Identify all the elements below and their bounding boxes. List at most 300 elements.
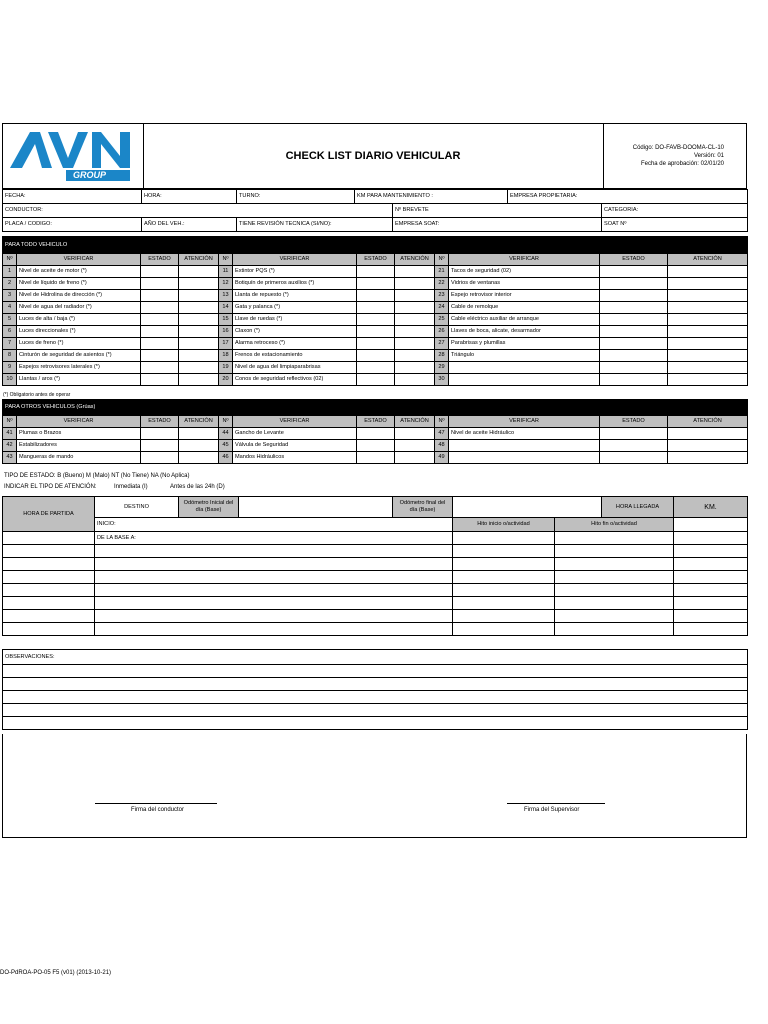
atencion-cell[interactable] xyxy=(395,452,435,464)
atencion-cell[interactable] xyxy=(179,374,219,386)
trip-hora-cell[interactable] xyxy=(3,545,95,558)
estado-cell[interactable] xyxy=(357,374,395,386)
item-label xyxy=(449,362,600,374)
trip-blank[interactable] xyxy=(674,518,748,532)
item-number: 4 xyxy=(3,302,17,314)
item-number: 9 xyxy=(3,362,17,374)
atencion-cell[interactable] xyxy=(179,290,219,302)
observation-line[interactable] xyxy=(3,665,748,678)
atencion-cell[interactable] xyxy=(668,428,748,440)
trip-row xyxy=(3,532,748,545)
estado-cell[interactable] xyxy=(141,278,179,290)
trip-hito-inicio-cell[interactable] xyxy=(453,610,555,623)
estado-cell[interactable] xyxy=(141,452,179,464)
item-label: Alarma retroceso (*) xyxy=(233,338,357,350)
atencion-cell[interactable] xyxy=(395,338,435,350)
item-label: Nivel de aceite de motor (*) xyxy=(17,266,141,278)
col-n: Nº xyxy=(219,254,233,266)
item-number: 17 xyxy=(219,338,233,350)
estado-cell[interactable] xyxy=(600,314,668,326)
atencion-cell[interactable] xyxy=(395,266,435,278)
section1-body xyxy=(3,266,748,386)
legend-atencion-b: Antes de las 24h (D) xyxy=(170,484,225,490)
item-label: Nivel de Hidrolina de dirección (*) xyxy=(17,290,141,302)
legend-atencion-a: Inmediata (I) xyxy=(114,484,148,490)
atencion-cell[interactable] xyxy=(179,338,219,350)
trip-hito-inicio-cell[interactable] xyxy=(453,558,555,571)
item-number: 46 xyxy=(219,452,233,464)
odo-final-value[interactable] xyxy=(453,497,602,518)
anio-field[interactable]: AÑO DEL VEH.: xyxy=(142,218,237,232)
item-number: 22 xyxy=(435,278,449,290)
estado-cell[interactable] xyxy=(357,290,395,302)
col-n: Nº xyxy=(219,416,233,428)
atencion-cell[interactable] xyxy=(668,278,748,290)
trip-hora-cell[interactable] xyxy=(3,571,95,584)
estado-cell[interactable] xyxy=(357,362,395,374)
trip-hito-inicio-cell[interactable] xyxy=(453,597,555,610)
atencion-cell[interactable] xyxy=(179,428,219,440)
estado-cell[interactable] xyxy=(357,326,395,338)
checklist-row xyxy=(3,350,748,362)
estado-cell[interactable] xyxy=(357,314,395,326)
atencion-cell[interactable] xyxy=(395,278,435,290)
item-label: Frenos de estacionamiento xyxy=(233,350,357,362)
col-n: Nº xyxy=(3,416,17,428)
trip-hito-fin-cell[interactable] xyxy=(555,571,674,584)
col-atencion: ATENCIÓN xyxy=(668,254,748,266)
trip-destino-cell[interactable] xyxy=(95,545,453,558)
item-number: 16 xyxy=(219,326,233,338)
trip-hito-inicio-cell[interactable] xyxy=(453,545,555,558)
item-label xyxy=(449,440,600,452)
odo-inicial-value[interactable] xyxy=(239,497,393,518)
atencion-cell[interactable] xyxy=(179,278,219,290)
estado-cell[interactable] xyxy=(600,326,668,338)
item-number: 14 xyxy=(219,302,233,314)
trip-km-cell[interactable] xyxy=(674,610,748,623)
item-number: 48 xyxy=(435,440,449,452)
legend-estado: TIPO DE ESTADO: B (Bueno) M (Malo) NT (No Tiene) NA (No Aplica) xyxy=(4,473,190,479)
atencion-cell[interactable] xyxy=(179,452,219,464)
item-label: Claxon (*) xyxy=(233,326,357,338)
col-estado: ESTADO xyxy=(600,254,668,266)
estado-cell[interactable] xyxy=(600,278,668,290)
trip-hora-cell[interactable] xyxy=(3,623,95,636)
estado-cell[interactable] xyxy=(600,338,668,350)
trip-destino-cell[interactable] xyxy=(95,623,453,636)
estado-cell[interactable] xyxy=(600,452,668,464)
item-label: Triángulo xyxy=(449,350,600,362)
trip-row xyxy=(3,623,748,636)
item-label: Luces de freno (*) xyxy=(17,338,141,350)
col-estado: ESTADO xyxy=(141,254,179,266)
atencion-cell[interactable] xyxy=(179,350,219,362)
trip-hora-cell[interactable] xyxy=(3,532,95,545)
item-label: Espejo retrovisor interior xyxy=(449,290,600,302)
atencion-cell[interactable] xyxy=(395,428,435,440)
observation-line[interactable] xyxy=(3,678,748,691)
item-label: Cinturón de seguridad de asientos (*) xyxy=(17,350,141,362)
item-number: 25 xyxy=(435,314,449,326)
atencion-cell[interactable] xyxy=(179,362,219,374)
item-label: Vidrios de ventanas xyxy=(449,278,600,290)
trip-hora-cell[interactable] xyxy=(3,558,95,571)
col-atencion: ATENCIÓN xyxy=(179,254,219,266)
atencion-cell[interactable] xyxy=(179,314,219,326)
item-label: Llanta de repuesto (*) xyxy=(233,290,357,302)
item-number: 49 xyxy=(435,452,449,464)
checklist-row xyxy=(3,428,748,440)
logo-sub: GROUP xyxy=(73,170,107,180)
item-label: Llantas / aros (*) xyxy=(17,374,141,386)
trip-hito-fin-cell[interactable] xyxy=(555,545,674,558)
item-label: Nivel de líquido de freno (*) xyxy=(17,278,141,290)
observation-line[interactable] xyxy=(3,704,748,717)
hora-partida-header: HORA DE PARTIDA xyxy=(3,497,95,532)
col-atencion: ATENCIÓN xyxy=(668,416,748,428)
signature-block xyxy=(2,734,747,838)
item-label: Luces direccionales (*) xyxy=(17,326,141,338)
checklist-row xyxy=(3,452,748,464)
item-number: 41 xyxy=(3,428,17,440)
document-title: CHECK LIST DIARIO VEHICULAR xyxy=(143,124,604,188)
empresa-soat-field[interactable]: EMPRESA SOAT: xyxy=(393,218,602,232)
observation-row xyxy=(3,665,748,678)
col-n: Nº xyxy=(3,254,17,266)
item-label: Llaves de boca, alicate, desarmador xyxy=(449,326,600,338)
atencion-cell[interactable] xyxy=(668,374,748,386)
item-label: Conos de seguridad reflectivos (02) xyxy=(233,374,357,386)
checklist-row xyxy=(3,278,748,290)
col-estado: ESTADO xyxy=(357,416,395,428)
trip-hito-inicio-cell[interactable] xyxy=(453,532,555,545)
atencion-cell[interactable] xyxy=(179,302,219,314)
odo-final-header: Odómetro final del día (Base) xyxy=(393,497,453,518)
item-label: Gancho de Levante xyxy=(233,428,357,440)
item-label: Nivel de aceite Hidráulico xyxy=(449,428,600,440)
inicio-field[interactable]: INICIO: xyxy=(95,518,453,532)
atencion-cell[interactable] xyxy=(395,314,435,326)
item-number: 45 xyxy=(219,440,233,452)
hito-inicio-header: Hito inicio o/actividad xyxy=(453,518,555,532)
trip-destino-cell[interactable] xyxy=(95,558,453,571)
estado-cell[interactable] xyxy=(141,374,179,386)
checklist-row xyxy=(3,440,748,452)
item-number: 15 xyxy=(219,314,233,326)
item-label: Luces de alta / baja (*) xyxy=(17,314,141,326)
item-number: 29 xyxy=(435,362,449,374)
doc-meta xyxy=(603,144,746,168)
trip-row xyxy=(3,610,748,623)
col-verificar: VERIFICAR xyxy=(449,254,600,266)
estado-cell[interactable] xyxy=(600,302,668,314)
brevete-field[interactable]: Nº BREVETE xyxy=(393,204,602,218)
estado-cell[interactable] xyxy=(600,350,668,362)
item-label: Mangueras de mando xyxy=(17,452,141,464)
estado-cell[interactable] xyxy=(141,338,179,350)
atencion-cell[interactable] xyxy=(668,314,748,326)
estado-cell[interactable] xyxy=(357,338,395,350)
hora-llegada-header: HORA LLEGADA xyxy=(602,497,674,518)
checklist-row xyxy=(3,290,748,302)
estado-cell[interactable] xyxy=(141,266,179,278)
item-label xyxy=(449,374,600,386)
atencion-cell[interactable] xyxy=(668,302,748,314)
col-estado: ESTADO xyxy=(357,254,395,266)
trip-destino-cell[interactable] xyxy=(95,597,453,610)
atencion-cell[interactable] xyxy=(395,362,435,374)
estado-cell[interactable] xyxy=(357,266,395,278)
trip-row xyxy=(3,545,748,558)
destino-header: DESTINO xyxy=(95,497,179,518)
estado-cell[interactable] xyxy=(141,440,179,452)
item-number: 7 xyxy=(3,338,17,350)
item-label: Gata y palanca (*) xyxy=(233,302,357,314)
soat-field[interactable]: SOAT Nº xyxy=(602,218,748,232)
item-number: 24 xyxy=(435,302,449,314)
section1-note: (*) Obligatorio antes de operar xyxy=(3,392,71,398)
estado-cell[interactable] xyxy=(357,302,395,314)
trip-hora-cell[interactable] xyxy=(3,597,95,610)
item-number: 20 xyxy=(219,374,233,386)
footer-code: DO-PdROA-PO-05 F5 (v01) (2013-10-21) xyxy=(0,970,112,976)
trip-km-cell[interactable] xyxy=(674,558,748,571)
trip-hito-inicio-cell[interactable] xyxy=(453,571,555,584)
trip-body xyxy=(3,532,748,636)
trip-destino-cell[interactable] xyxy=(95,571,453,584)
turno-field[interactable]: TURNO: xyxy=(237,190,355,204)
section2-title: PARA OTROS VEHICULOS (Grúas) xyxy=(3,400,748,416)
header-block xyxy=(2,123,747,189)
item-number: 1 xyxy=(3,266,17,278)
item-label: Plumas o Brazos xyxy=(17,428,141,440)
item-number: 8 xyxy=(3,350,17,362)
item-label: Extintor PQS (*) xyxy=(233,266,357,278)
estado-cell[interactable] xyxy=(600,440,668,452)
atencion-cell[interactable] xyxy=(395,290,435,302)
firma-conductor: Firma del conductor xyxy=(131,807,185,813)
item-label: Tacos de seguridad (02) xyxy=(449,266,600,278)
trip-hito-fin-cell[interactable] xyxy=(555,584,674,597)
trip-row xyxy=(3,558,748,571)
atencion-cell[interactable] xyxy=(668,350,748,362)
trip-km-cell[interactable] xyxy=(674,623,748,636)
item-number: 42 xyxy=(3,440,17,452)
atencion-cell[interactable] xyxy=(668,362,748,374)
item-number: 43 xyxy=(3,452,17,464)
item-number: 23 xyxy=(435,290,449,302)
col-estado: ESTADO xyxy=(141,416,179,428)
km-header: KM. xyxy=(674,497,748,518)
trip-hito-fin-cell[interactable] xyxy=(555,610,674,623)
section1-title: PARA TODO VEHICULO xyxy=(3,237,748,254)
col-n: Nº xyxy=(435,254,449,266)
section2-body xyxy=(3,428,748,464)
item-number: 2 xyxy=(3,278,17,290)
item-number: 28 xyxy=(435,350,449,362)
checklist-row xyxy=(3,314,748,326)
trip-km-cell[interactable] xyxy=(674,584,748,597)
estado-cell[interactable] xyxy=(141,326,179,338)
col-n: Nº xyxy=(435,416,449,428)
item-label: Válvula de Seguridad xyxy=(233,440,357,452)
trip-row xyxy=(3,571,748,584)
estado-cell[interactable] xyxy=(600,362,668,374)
atencion-cell[interactable] xyxy=(395,350,435,362)
item-number: 18 xyxy=(219,350,233,362)
item-number: 21 xyxy=(435,266,449,278)
placa-field[interactable]: PLACA / CODIGO: xyxy=(3,218,142,232)
estado-cell[interactable] xyxy=(141,428,179,440)
trip-destino-cell[interactable] xyxy=(95,584,453,597)
observations-table xyxy=(2,649,748,730)
signature-line-supervisor[interactable] xyxy=(507,803,605,804)
checklist-row xyxy=(3,266,748,278)
item-number: 47 xyxy=(435,428,449,440)
col-verificar: VERIFICAR xyxy=(17,254,141,266)
signature-line-conductor[interactable] xyxy=(95,803,217,804)
observations-label: OBSERVACIONES: xyxy=(3,650,748,665)
item-number: 5 xyxy=(3,314,17,326)
conductor-field[interactable]: CONDUCTOR: xyxy=(3,204,393,218)
checklist-row xyxy=(3,338,748,350)
item-label: Parabrisas y plumillas xyxy=(449,338,600,350)
trip-km-cell[interactable] xyxy=(674,532,748,545)
atencion-cell[interactable] xyxy=(668,290,748,302)
checklist-row xyxy=(3,302,748,314)
estado-cell[interactable] xyxy=(357,428,395,440)
col-verificar: VERIFICAR xyxy=(233,254,357,266)
item-number: 10 xyxy=(3,374,17,386)
categoria-field[interactable]: CATEGORIA: xyxy=(602,204,748,218)
estado-cell[interactable] xyxy=(600,374,668,386)
trip-hito-inicio-cell[interactable] xyxy=(453,584,555,597)
estado-cell[interactable] xyxy=(357,452,395,464)
atencion-cell[interactable] xyxy=(668,266,748,278)
col-verificar: VERIFICAR xyxy=(449,416,600,428)
estado-cell[interactable] xyxy=(357,350,395,362)
hito-fin-header: Hito fin o/actividad xyxy=(555,518,674,532)
estado-cell[interactable] xyxy=(141,350,179,362)
item-number: 3 xyxy=(3,290,17,302)
section2-table xyxy=(2,399,748,464)
item-number: 44 xyxy=(219,428,233,440)
atencion-cell[interactable] xyxy=(179,266,219,278)
empresa-field[interactable]: EMPRESA PROPIETARIA: xyxy=(508,190,748,204)
trip-row xyxy=(3,597,748,610)
checklist-row xyxy=(3,374,748,386)
atencion-cell[interactable] xyxy=(395,440,435,452)
item-label: Botiquín de primeros auxilios (*) xyxy=(233,278,357,290)
atencion-cell[interactable] xyxy=(395,374,435,386)
trip-km-cell[interactable] xyxy=(674,571,748,584)
estado-cell[interactable] xyxy=(141,362,179,374)
trip-hito-inicio-cell[interactable] xyxy=(453,623,555,636)
estado-cell[interactable] xyxy=(600,428,668,440)
info-table xyxy=(2,189,748,232)
revision-field[interactable]: TIENE REVISIÓN TECNICA (SI/NO): xyxy=(237,218,393,232)
doc-code: Código: DO-FAVB-DOOMA-CL-10 xyxy=(632,145,724,151)
firma-supervisor: Firma del Supervisor xyxy=(524,807,580,813)
item-number: 30 xyxy=(435,374,449,386)
fecha-field[interactable]: FECHA: xyxy=(3,190,142,204)
item-label xyxy=(449,452,600,464)
col-verificar: VERIFICAR xyxy=(233,416,357,428)
observations-body xyxy=(3,665,748,730)
odo-inicial-header: Odómetro Inicial del día (Base) xyxy=(179,497,239,518)
item-label: Llave de ruedas (*) xyxy=(233,314,357,326)
trip-hito-fin-cell[interactable] xyxy=(555,623,674,636)
estado-cell[interactable] xyxy=(141,314,179,326)
atencion-cell[interactable] xyxy=(395,326,435,338)
observation-line[interactable] xyxy=(3,691,748,704)
atencion-cell[interactable] xyxy=(668,326,748,338)
trip-km-cell[interactable] xyxy=(674,545,748,558)
legend-atencion-label: INDICAR EL TIPO DE ATENCIÓN: xyxy=(4,484,97,490)
item-number: 11 xyxy=(219,266,233,278)
trip-table xyxy=(2,496,748,636)
item-label: Cable eléctrico auxiliar de arranque xyxy=(449,314,600,326)
doc-approval: Fecha de aprobación: 02/01/20 xyxy=(640,161,724,167)
logo-cell xyxy=(3,124,144,188)
trip-hito-fin-cell[interactable] xyxy=(555,532,674,545)
item-label: Estabilizadores xyxy=(17,440,141,452)
trip-row xyxy=(3,584,748,597)
observation-row xyxy=(3,717,748,730)
estado-cell[interactable] xyxy=(141,290,179,302)
doc-version: Versión: 01 xyxy=(693,153,724,159)
atencion-cell[interactable] xyxy=(668,338,748,350)
trip-hora-cell[interactable] xyxy=(3,610,95,623)
item-number: 26 xyxy=(435,326,449,338)
col-verificar: VERIFICAR xyxy=(17,416,141,428)
checklist-row xyxy=(3,362,748,374)
km-field[interactable]: KM PARA MANTENIMIENTO : xyxy=(355,190,508,204)
atencion-cell[interactable] xyxy=(395,302,435,314)
trip-hito-fin-cell[interactable] xyxy=(555,597,674,610)
observation-row xyxy=(3,691,748,704)
trip-hora-cell[interactable] xyxy=(3,584,95,597)
estado-cell[interactable] xyxy=(600,290,668,302)
item-label: Espejos retrovisores laterales (*) xyxy=(17,362,141,374)
trip-hito-fin-cell[interactable] xyxy=(555,558,674,571)
estado-cell[interactable] xyxy=(357,278,395,290)
item-number: 19 xyxy=(219,362,233,374)
atencion-cell[interactable] xyxy=(179,440,219,452)
estado-cell[interactable] xyxy=(600,266,668,278)
trip-destino-cell[interactable]: DE LA BASE A: xyxy=(95,532,453,545)
section1-table xyxy=(2,236,748,386)
atencion-cell[interactable] xyxy=(179,326,219,338)
item-label: Nivel de agua del limpiaparabrisas xyxy=(233,362,357,374)
hora-field[interactable]: HORA: xyxy=(142,190,237,204)
item-number: 13 xyxy=(219,290,233,302)
observation-line[interactable] xyxy=(3,717,748,730)
item-number: 12 xyxy=(219,278,233,290)
trip-km-cell[interactable] xyxy=(674,597,748,610)
col-atencion: ATENCIÓN xyxy=(395,416,435,428)
item-label: Cable de remolque xyxy=(449,302,600,314)
item-number: 27 xyxy=(435,338,449,350)
estado-cell[interactable] xyxy=(357,440,395,452)
estado-cell[interactable] xyxy=(141,302,179,314)
atencion-cell[interactable] xyxy=(668,440,748,452)
item-number: 6 xyxy=(3,326,17,338)
atencion-cell[interactable] xyxy=(668,452,748,464)
trip-destino-cell[interactable] xyxy=(95,610,453,623)
observation-row xyxy=(3,704,748,717)
